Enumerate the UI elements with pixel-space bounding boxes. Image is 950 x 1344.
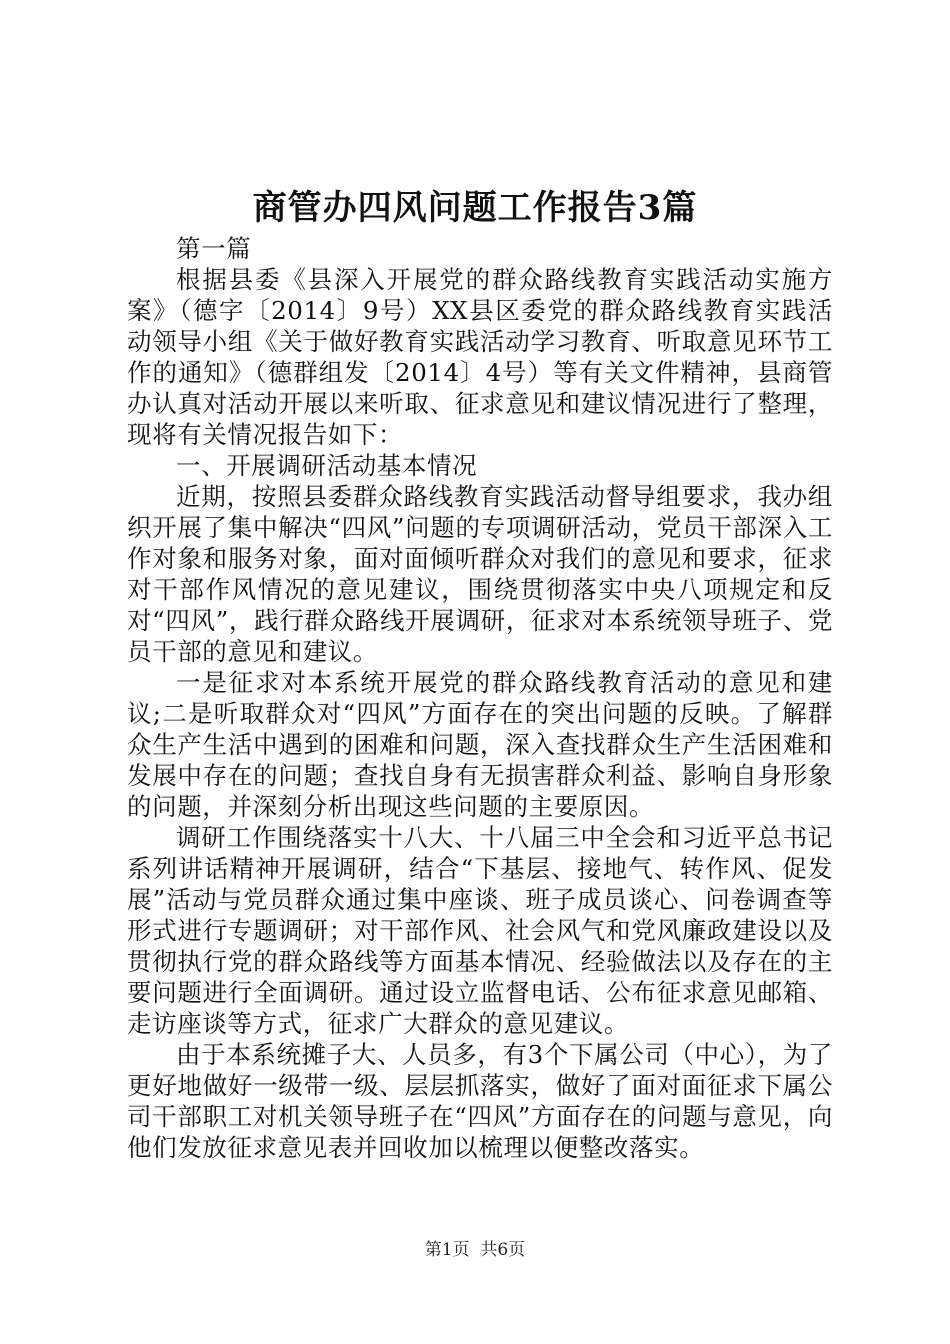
document-body [127, 233, 833, 1163]
document-title: 商管办四风问题工作报告3篇 [252, 188, 698, 228]
paragraph: 调研工作围绕落实十八大、十八届三中全会和习近平总书记系列讲话精神开展调研，结合“下基层、接地气、转作风、促发展”活动与党员群众通过集中座谈、班子成员谈心、问卷调查等形式进行专题调研；对干部作风、社会风气和党风廉政建设以及贯彻执行党的群众路线等方面基本情况、经验做法以及存在的主要问题进行全面调研。通过设立监督电话、公布征求意见邮箱、走访座谈等方式，征求广大群众的意见建议。 [127, 823, 833, 1038]
paragraph: 由于本系统摊子大、人员多，有3个下属公司（中心），为了更好地做好一级带一级、层层抓落实，做好了面对面征求下属公司干部职工对机关领导班子在“四风”方面存在的问题与意见，向他们发放征求意见表并回收加以梳理以便整改落实。 [127, 1040, 833, 1162]
paragraph: 近期，按照县委群众路线教育实践活动督导组要求，我办组织开展了集中解决“四风”问题的专项调研活动，党员干部深入工作对象和服务对象，面对面倾听群众对我们的意见和要求，征求对干部作风情况的意见建议，围绕贯彻落实中央八项规定和反对“四风”，践行群众路线开展调研，征求对本系统领导班子、党员干部的意见和建议。 [127, 482, 833, 666]
paragraph: 一是征求对本系统开展党的群众路线教育活动的意见和建议;二是听取群众对“四风”方面存在的突出问题的反映。了解群众生产生活中遇到的困难和问题，深入查找群众生产生活困难和发展中存在的问题；查找自身有无损害群众利益、影响自身形象的问题，并深刻分析出现这些问题的主要原因。 [127, 668, 833, 821]
subsection-heading: 一、开展调研活动基本情况 [176, 451, 478, 480]
paragraph: 根据县委《县深入开展党的群众路线教育实践活动实施方案》（德字〔2014〕9号）XX县区委党的群众路线教育实践活动领导小组《关于做好教育实践活动学习教育、听取意见环节工作的通知》（德群组发〔2014〕4号）等有关文件精神，县商管办认真对活动开展以来听取、征求意见和建议情况进行了整理，现将有关情况报告如下： [127, 265, 833, 449]
section-heading: 第一篇 [176, 234, 252, 263]
page-number: 第1页 共6页 [424, 1240, 526, 1260]
